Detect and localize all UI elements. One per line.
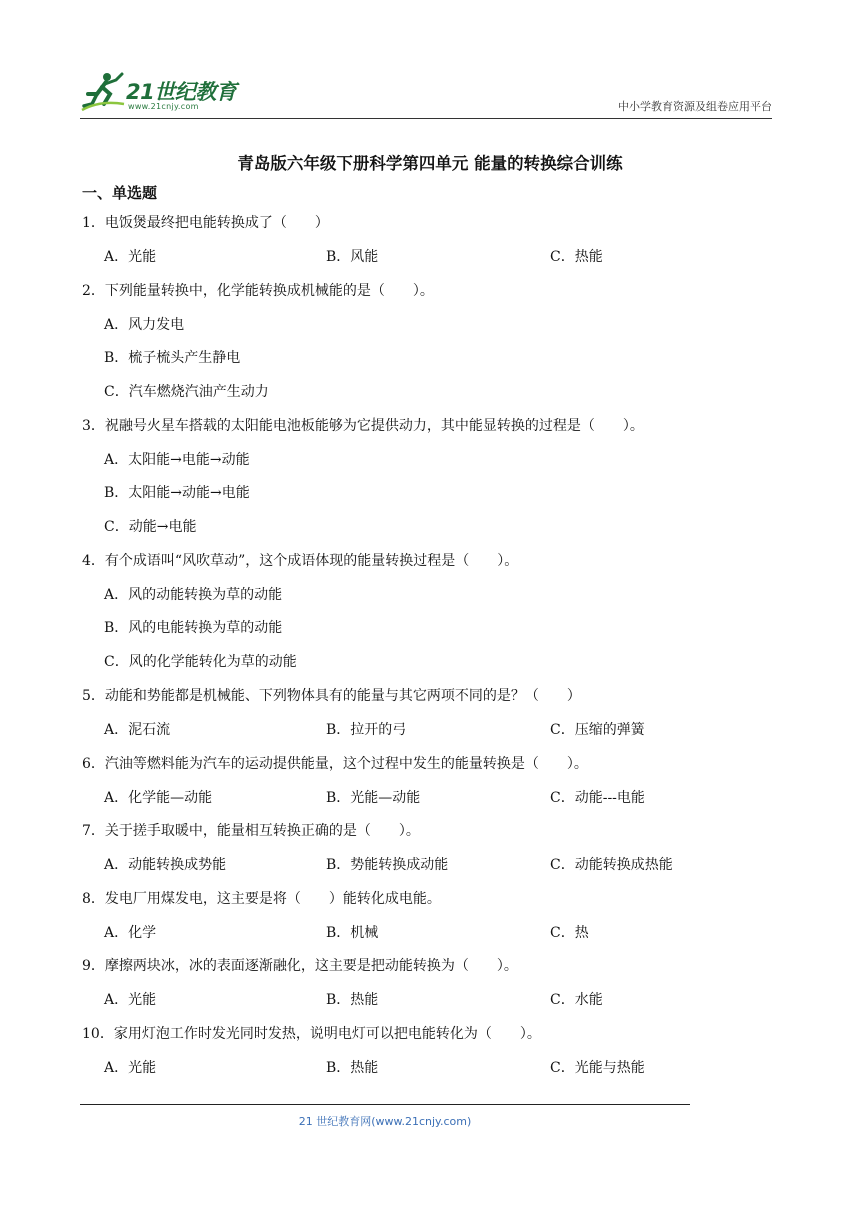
- option-a: A．风的动能转换为草的动能: [104, 587, 283, 603]
- option-b: B．太阳能→动能→电能: [104, 485, 250, 501]
- question-stem: 1．电饭煲最终把电能转换成了（ ）: [82, 215, 329, 231]
- question-stem: 5．动能和势能都是机械能、下列物体具有的能量与其它两项不同的是？（ ）: [82, 688, 581, 704]
- footer-divider: [80, 1104, 690, 1105]
- option-b: B．机械: [326, 925, 379, 941]
- option-c: C．热能: [550, 249, 603, 265]
- option-a: A．泥石流: [104, 722, 171, 738]
- document-title: 青岛版六年级下册科学第四单元 能量的转换综合训练: [237, 154, 623, 173]
- option-a: A．化学: [104, 925, 157, 941]
- option-a: A．风力发电: [104, 317, 185, 333]
- platform-tagline: 中小学教育资源及组卷应用平台: [618, 100, 772, 113]
- question-stem: 9．摩擦两块冰，冰的表面逐渐融化，这主要是把动能转换为（ ）。: [82, 958, 518, 974]
- option-a: A．光能: [104, 1060, 157, 1076]
- page-header: [80, 66, 772, 119]
- option-a: A．太阳能→电能→动能: [104, 452, 250, 468]
- question-stem: 7．关于搓手取暖中，能量相互转换正确的是（ ）。: [82, 823, 420, 839]
- option-b: B．势能转换成动能: [326, 857, 449, 873]
- option-b: B．梳子梳头产生静电: [104, 350, 241, 366]
- option-c: C．动能转换成热能: [550, 857, 673, 873]
- option-c: C．动能---电能: [550, 790, 645, 806]
- logo-text: 21世纪教育: [126, 80, 237, 104]
- option-c: C．压缩的弹簧: [550, 722, 645, 738]
- question-stem: 2．下列能量转换中，化学能转换成机械能的是（ ）。: [82, 283, 434, 299]
- option-a: A．光能: [104, 249, 157, 265]
- footer-link[interactable]: 21 世纪教育网(www.21cnjy.com): [298, 1115, 472, 1128]
- logo: [80, 70, 250, 114]
- option-c: C．汽车燃烧汽油产生动力: [104, 384, 269, 400]
- question-stem: 4．有个成语叫“风吹草动”，这个成语体现的能量转换过程是（ ）。: [82, 553, 519, 569]
- option-b: B．热能: [326, 992, 379, 1008]
- question-stem: 3．祝融号火星车搭载的太阳能电池板能够为它提供动力，其中能显转换的过程是（ ）。: [82, 418, 644, 434]
- section-title: 一、单选题: [82, 184, 158, 202]
- option-c: C．风的化学能转化为草的动能: [104, 654, 297, 670]
- option-a: A．动能转换成势能: [104, 857, 227, 873]
- option-c: C．水能: [550, 992, 603, 1008]
- logo-url: www.21cnjy.com: [128, 102, 199, 111]
- question-stem: 8．发电厂用煤发电，这主要是将（ ）能转化成电能。: [82, 891, 441, 907]
- option-b: B．风的电能转换为草的动能: [104, 620, 283, 636]
- option-a: A．化学能—动能: [104, 790, 213, 806]
- option-b: B．光能—动能: [326, 790, 421, 806]
- runner-logo-icon: [80, 70, 126, 114]
- option-c: C．光能与热能: [550, 1060, 645, 1076]
- option-b: B．风能: [326, 249, 379, 265]
- option-b: B．热能: [326, 1060, 379, 1076]
- option-c: C．动能→电能: [104, 519, 197, 535]
- option-c: C．热: [550, 925, 589, 941]
- option-b: B．拉开的弓: [326, 722, 407, 738]
- question-stem: 10．家用灯泡工作时发光同时发热，说明电灯可以把电能转化为（ ）。: [82, 1026, 541, 1042]
- option-a: A．光能: [104, 992, 157, 1008]
- question-stem: 6．汽油等燃料能为汽车的运动提供能量，这个过程中发生的能量转换是（ ）。: [82, 756, 588, 772]
